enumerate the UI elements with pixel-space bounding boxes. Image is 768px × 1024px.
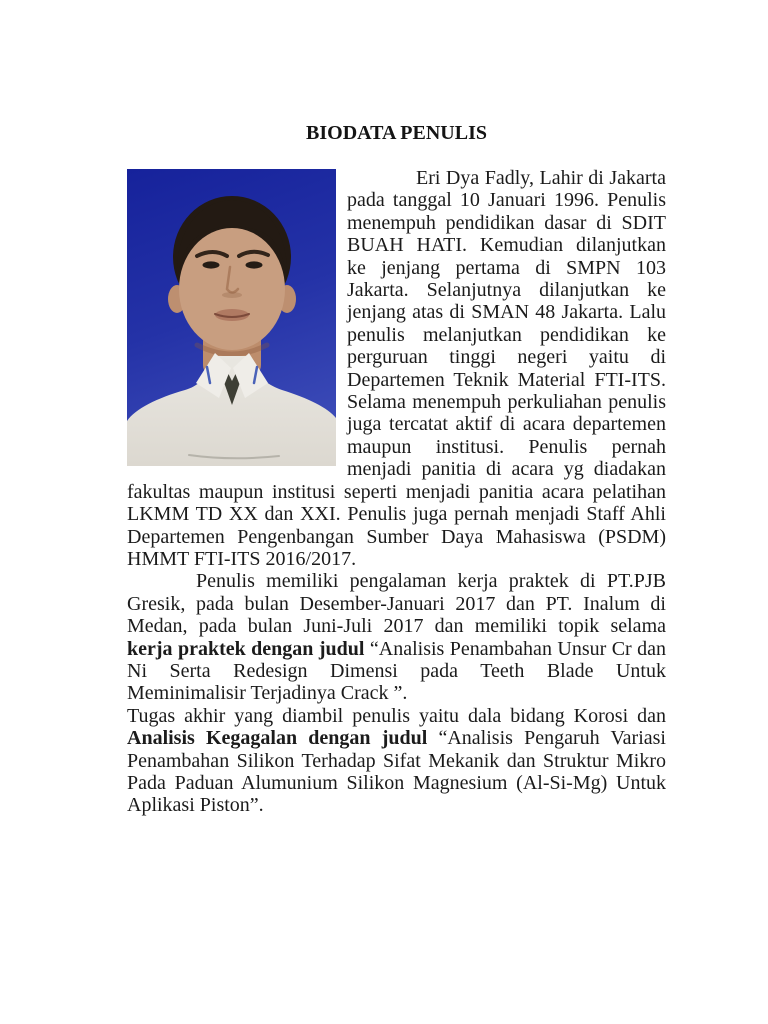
bio-text-run: Penulis memiliki pengalaman kerja praktek di PT.PJB Gresik, pada bulan Desember-Januari 2017 dan PT. Inalum di Medan, pada bulan Juni-Juli 2017 dan memiliki topik selama [127,570,666,638]
left-eye [203,261,220,268]
page-title: BIODATA PENULIS [306,122,487,144]
nose-shadow [222,292,242,298]
bio-text-run: “Analisis Penambahan Unsur Cr dan Ni Serta Redesign Dimensi pada Teeth Blade Untuk Meminimalisir Terjadinya Crack ”. [127,637,666,705]
right-eye [246,261,263,268]
biography-text [127,167,666,817]
face [179,228,285,350]
bio-text-run: “Analisis Pengaruh Variasi Penambahan Silikon Terhadap Sifat Mekanik dan Struktur Mikro Pada Paduan Alumunium Silikon Magnesium (Al-Si-Mg) Untuk Aplikasi Piston”. [127,727,666,817]
bio-paragraph-3 [127,705,666,817]
bio-paragraph-2 [127,570,666,704]
author-photo [127,169,336,466]
bio-text-run: Tugas akhir yang diambil penulis yaitu dala bidang Korosi dan [127,704,666,727]
bio-text-run-bold: kerja praktek dengan judul [127,637,365,660]
bio-text-run: Eri Dya Fadly, Lahir di Jakarta pada tanggal 10 Januari 1996. Penulis menempuh pendidikan dasar di SDIT BUAH HATI. Kemudian dilanjutkan ke jenjang pertama di SMPN 103 Jakarta. Selanjutnya dilanjutkan ke jenjang atas di SMAN 48 Jakarta. Lalu penulis melanjutkan pendidikan ke perguruan tinggi negeri yaitu di Departemen Teknik Material FTI-ITS. Selama menempuh perkuliahan penulis juga tercatat aktif di acara departemen maupun institusi. Penulis pernah menjadi panitia di acara yg diadakan fakultas maupun institusi seperti menjadi panitia acara pelatihan LKMM TD XX dan XXI. Penulis juga pernah menjadi Staff Ahli Departemen Pengenbangan Sumber Daya Mahasiswa (PSDM) HMMT FTI-ITS 2016/2017. [127,167,666,570]
author-photo-image [127,169,336,466]
bio-text-run-bold: Analisis Kegagalan dengan judul [127,727,428,750]
document-content [127,121,666,817]
